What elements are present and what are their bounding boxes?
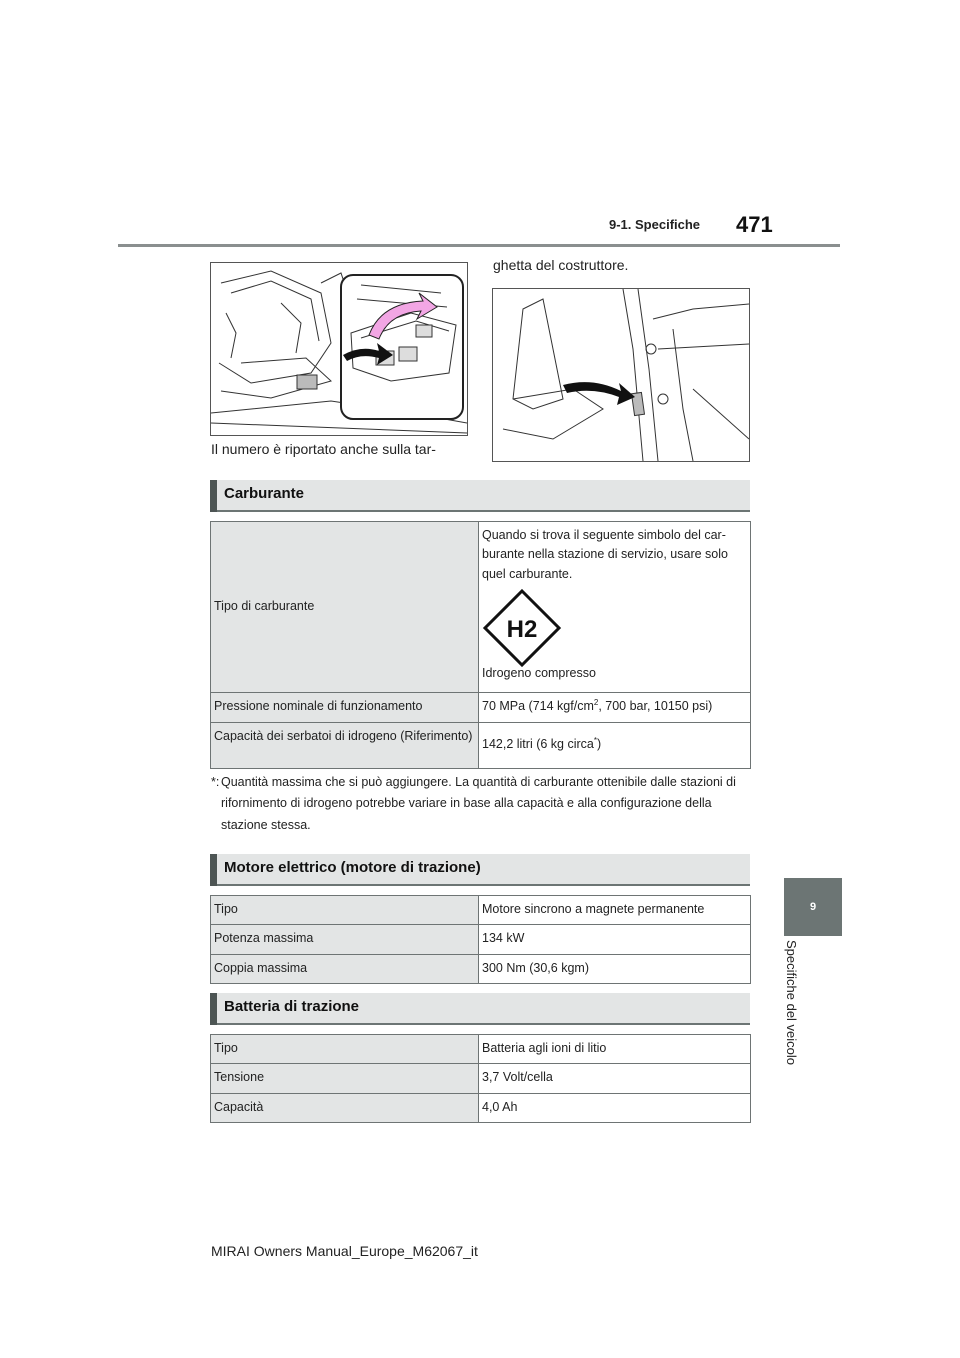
motor-type-value: Motore sincrono a magnete permanente: [479, 896, 751, 925]
motor-torque-label: Coppia massima: [211, 954, 479, 983]
battery-voltage-value: 3,7 Volt/cella: [479, 1064, 751, 1093]
header-rule: [118, 244, 840, 247]
fuel-section-heading: [210, 480, 750, 512]
page-number: 471: [736, 212, 773, 237]
table-row: [211, 925, 751, 954]
table-row: [211, 1093, 751, 1122]
heading-bar: [210, 993, 217, 1025]
h2-symbol: [482, 584, 746, 664]
fuel-type-label: Tipo di carburante: [211, 522, 479, 693]
battery-section-heading: [210, 993, 750, 1025]
fuel-heading-text: Carburante: [224, 485, 305, 502]
chapter-tab[interactable]: [784, 878, 842, 936]
motor-heading-text: Motore elettrico (motore di trazione): [224, 859, 481, 876]
table-row: [211, 522, 751, 693]
battery-capacity-label: Capacità: [211, 1093, 479, 1122]
footer-text: MIRAI Owners Manual_Europe_M62067_it: [211, 1243, 478, 1259]
motor-type-label: Tipo: [211, 896, 479, 925]
footnote-text: Quantità massima che si può aggiungere. La quantità di carburante ottenibile dalle stazioni di rifornimento di idrogeno potrebbe variare in base alla capacità e alla configurazione della stazione stessa.: [221, 775, 736, 832]
battery-table: [210, 1034, 751, 1123]
table-row: [211, 896, 751, 925]
motor-section-heading: [210, 854, 750, 886]
chapter-number: 9: [809, 901, 817, 913]
battery-heading-text: Batteria di trazione: [224, 998, 360, 1015]
heading-bar: [210, 854, 217, 886]
motor-power-value: 134 kW: [479, 925, 751, 954]
battery-capacity-value: 4,0 Ah: [479, 1093, 751, 1122]
motor-table: [210, 895, 751, 984]
chapter-label: Specifiche del veicolo: [784, 940, 799, 1066]
symbol-caption: Idrogeno compresso: [482, 666, 596, 681]
pressure-value: 70 MPa (714 kgf/$cm^2$, 700 bar, 10150 psi): [479, 693, 751, 723]
footnote-mark: *:: [211, 775, 220, 789]
h2-diamond-icon: [482, 588, 562, 668]
fuel-footnote: [211, 772, 751, 836]
battery-voltage-label: Tensione: [211, 1064, 479, 1093]
capacity-label: Capacità dei serbatoi di idrogeno (Riferimento): [211, 723, 479, 769]
motor-torque-value: 300 Nm (30,6 kgm): [479, 954, 751, 983]
door-pillar-illustration: [492, 288, 750, 462]
fuel-type-text: Quando si trova il seguente simbolo del car-burante nella stazione di servizio, usare solo quel carburante.: [482, 528, 728, 581]
table-row: [211, 1064, 751, 1093]
seat-drawing-icon: [211, 263, 467, 435]
motor-power-label: Potenza massima: [211, 925, 479, 954]
seat-plate-illustration: [210, 262, 468, 436]
fuel-type-cell: [479, 522, 751, 693]
h2-symbol-text: H2: [506, 616, 538, 644]
table-row: [211, 1035, 751, 1064]
table-row: [211, 693, 751, 723]
intro-caption-right: ghetta del costruttore.: [493, 257, 629, 273]
table-row: [211, 954, 751, 983]
heading-bar: [210, 480, 217, 512]
capacity-value: 142,2 litri (6 kg circa*): [479, 723, 751, 769]
intro-caption-left: Il numero è riportato anche sulla tar-: [211, 441, 436, 457]
battery-type-label: Tipo: [211, 1035, 479, 1064]
pressure-label: Pressione nominale di funzionamento: [211, 693, 479, 723]
battery-type-value: Batteria agli ioni di litio: [479, 1035, 751, 1064]
fuel-table: [210, 521, 751, 769]
table-row: [211, 723, 751, 769]
door-pillar-drawing-icon: [493, 289, 749, 461]
section-title: 9-1. Specifiche: [609, 217, 701, 232]
